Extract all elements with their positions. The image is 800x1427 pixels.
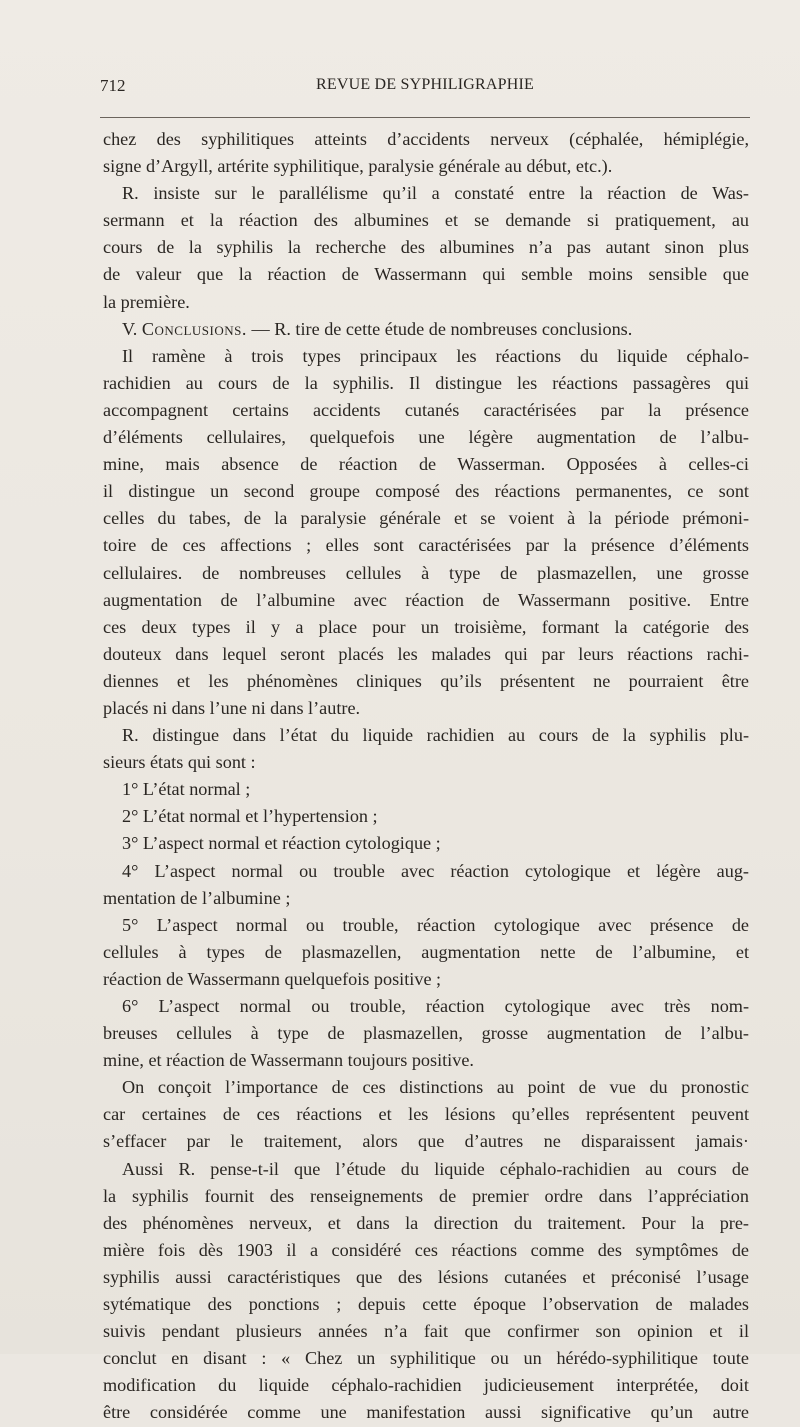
text-line: de valeur que la réaction de Wassermann qui semble moins sensible que — [103, 264, 749, 285]
text-line: augmentation de l’albumine avec réaction de Wassermann positive. Entre — [103, 589, 749, 610]
list-item: 5° L’aspect normal ou trouble, réaction cytologique avec présence de — [122, 914, 749, 935]
text-line: la syphilis fournit des renseignements de premier ordre dans l’appréciation — [103, 1185, 749, 1206]
text-line: d’éléments cellulaires, quelquefois une légère augmentation de l’albu- — [103, 427, 749, 448]
text-line: mière fois dès 1903 il a considéré ces réactions comme des symptômes de — [103, 1239, 749, 1260]
section-intro: — R. tire de cette étude de nombreuses conclusions. — [246, 318, 633, 339]
text-line: être considérée comme une manifestation aussi significative qu’un autre — [103, 1402, 749, 1423]
list-item: 6° L’aspect normal ou trouble, réaction cytologique avec très nom- — [122, 996, 749, 1016]
text-line: accompagnent certains accidents cutanés caractérisées par la présence — [103, 399, 749, 420]
text-line: Il ramène à trois types principaux les réactions du liquide céphalo- — [122, 345, 749, 366]
text-line: toire de ces affections ; elles sont caractérisées par la présence d’éléments — [103, 535, 749, 556]
list-item: 1° L’état normal ; — [122, 779, 251, 800]
text-line: s’effacer par le traitement, alors que d’autres ne disparaissent jamais· — [103, 1131, 749, 1152]
text-line: Aussi R. pense-t-il que l’étude du liquide céphalo-rachidien au cours de — [122, 1158, 749, 1179]
section-title: Conclusions. — [141, 318, 247, 339]
text-line: mine, mais absence de réaction de Wasserman. Opposées à celles-ci — [103, 454, 749, 475]
text-line: la première. — [103, 291, 190, 312]
text-line: conclut en disant : « Chez un syphilitique ou un hérédo-syphilitique toute — [103, 1348, 749, 1369]
list-item: 2° L’état normal et l’hypertension ; — [122, 806, 378, 827]
text-line: R. distingue dans l’état du liquide rachidien au cours de la syphilis plu- — [122, 725, 749, 746]
text-line: il distingue un second groupe composé des réactions permanentes, ce sont — [103, 481, 749, 502]
running-title: REVUE DE SYPHILIGRAPHIE — [316, 76, 534, 93]
text-line: On conçoit l’importance de ces distinctions au point de vue du pronostic — [122, 1077, 749, 1098]
text-line: sermann et la réaction des albumines et se demande si pratiquement, au — [103, 210, 749, 231]
text-line: cellulaires. de nombreuses cellules à type de plasmazellen, une grosse — [103, 562, 749, 583]
text-line: R. insiste sur le parallélisme qu’il a constaté entre la réaction de Was- — [122, 183, 749, 204]
text-line: rachidien au cours de la syphilis. Il distingue les réactions passagères qui — [103, 372, 749, 393]
text-line: breuses cellules à type de plasmazellen, grosse augmentation de l’albu- — [103, 1023, 749, 1044]
text-line: ces deux types il y a place pour un troisième, formant la catégorie des — [103, 616, 749, 637]
text-line: celles du tabes, de la paralysie générale et se voient à la période prémoni- — [103, 508, 749, 529]
text-line: syphilis aussi caractéristiques que des lésions cutanées et préconisé l’usage — [103, 1266, 749, 1287]
text-line: suivis pendant plusieurs années n’a fait que confirmer son opinion et il — [103, 1321, 749, 1342]
page-header — [100, 76, 750, 102]
text-line: réaction de Wassermann quelquefois positive ; — [103, 968, 442, 989]
text-line: car certaines de ces réactions et les lésions qu’elles représentent peuvent — [103, 1104, 749, 1125]
text-line: douteux dans lequel seront placés les malades qui par leurs réactions rachi- — [103, 643, 749, 664]
text-line: des phénomènes nerveux, et dans la direction du traitement. Pour la pre- — [103, 1212, 749, 1233]
text-line: sytématique des ponctions ; depuis cette époque l’observation de malades — [103, 1294, 749, 1315]
text-line: mentation de l’albumine ; — [103, 887, 291, 908]
section-number: V. — [122, 318, 142, 339]
text-line: mine, et réaction de Wassermann toujours positive. — [103, 1050, 474, 1071]
header-rule — [100, 117, 750, 118]
text-line: signe d’Argyll, artérite syphilitique, paralysie générale au début, etc.). — [103, 156, 613, 177]
list-item: 4° L’aspect normal ou trouble avec réaction cytologique et légère aug- — [122, 860, 749, 881]
list-item: 3° L’aspect normal et réaction cytologique ; — [122, 833, 441, 854]
text-line: placés ni dans l’une ni dans l’autre. — [103, 697, 361, 718]
article-body — [103, 126, 749, 1427]
section-heading-line — [103, 316, 749, 343]
text-line: cellules à types de plasmazellen, augmentation nette de l’albumine, et — [103, 941, 749, 962]
text-line: sieurs états qui sont : — [103, 752, 256, 773]
text-line: diennes et les phénomènes cliniques qu’ils présentent ne pourraient être — [103, 670, 749, 691]
text-line: modification du liquide céphalo-rachidien judicieusement interprétée, doit — [103, 1375, 749, 1396]
page-number: 712 — [100, 76, 126, 95]
text-line: cours de la syphilis la recherche des albumines n’a pas autant sinon plus — [103, 237, 749, 258]
text-line: chez des syphilitiques atteints d’accidents nerveux (céphalée, hémiplégie, — [103, 129, 749, 149]
